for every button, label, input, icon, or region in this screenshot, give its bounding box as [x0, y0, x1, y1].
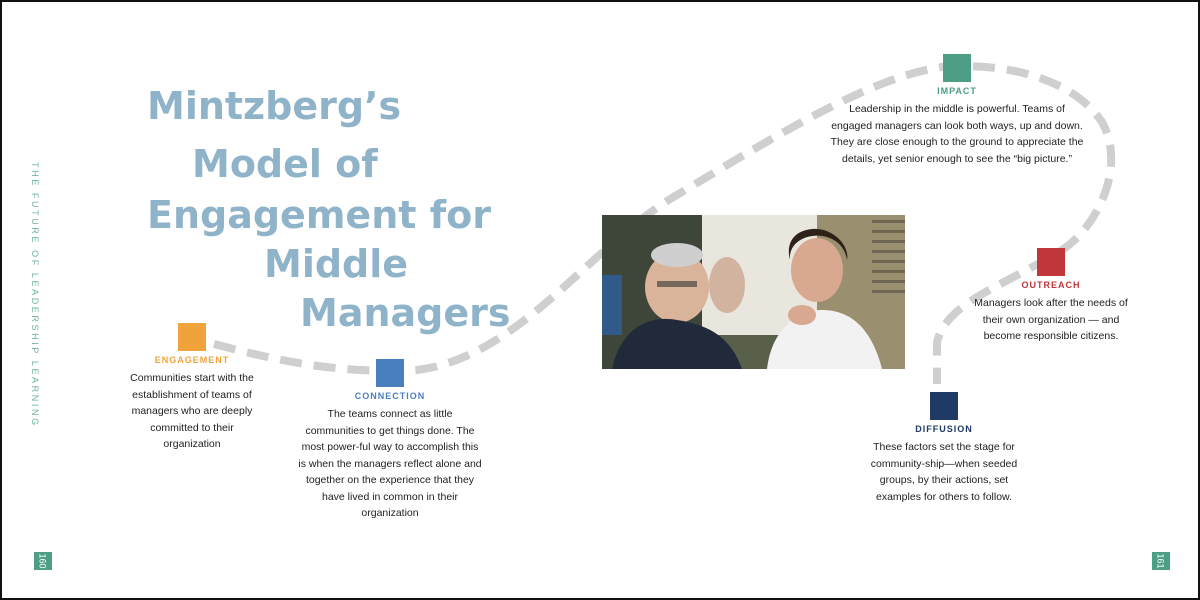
- stage-diffusion: [858, 392, 1030, 505]
- page-number-left: 160: [34, 552, 52, 570]
- meeting-photo: [602, 215, 905, 369]
- impact-label: IMPACT: [937, 86, 977, 96]
- connection-text: The teams connect as little communities to get things done. The most power-ful way to accomplish this is when the managers reflect alone and together on the experience that they have lived in common in their organization: [298, 408, 482, 519]
- page-title-line-5: Managers: [300, 291, 511, 335]
- impact-text: Leadership in the middle is powerful. Teams of engaged managers can look both ways, up and down. They are close enough to the ground to appreciate the details, yet senior enough to see the “big picture.”: [830, 103, 1084, 165]
- diffusion-square: [930, 392, 958, 420]
- photo-illustration: [602, 215, 905, 369]
- connection-label: CONNECTION: [354, 391, 426, 401]
- diffusion-label: DIFFUSION: [915, 424, 973, 434]
- connection-square: [376, 359, 404, 387]
- running-title-vertical: THE FUTURE OF LEADERSHIP LEARNING: [30, 162, 40, 428]
- engagement-square: [178, 323, 206, 351]
- page-title-line-3: Engagement for: [147, 193, 492, 237]
- page-number-right: 161: [1152, 552, 1170, 570]
- page-title-line-1: Mintzberg’s: [147, 84, 402, 128]
- page-title-line-4: Middle: [264, 242, 409, 286]
- stage-connection: [297, 359, 483, 522]
- engagement-label: ENGAGEMENT: [154, 355, 230, 365]
- stage-outreach: [974, 248, 1128, 345]
- impact-square: [943, 54, 971, 82]
- outreach-label: OUTREACH: [1021, 280, 1081, 290]
- outreach-square: [1037, 248, 1065, 276]
- stage-engagement: [128, 323, 256, 453]
- outreach-text: Managers look after the needs of their own organization — and become responsible citizens.: [974, 297, 1128, 342]
- page-title-line-2: Model of: [192, 142, 378, 186]
- engagement-text: Communities start with the establishment of teams of managers who are deeply committed to their organization: [130, 372, 254, 450]
- stage-impact: [828, 54, 1086, 167]
- diffusion-text: These factors set the stage for community-ship—when seeded groups, by their actions, set examples for others to follow.: [870, 441, 1018, 503]
